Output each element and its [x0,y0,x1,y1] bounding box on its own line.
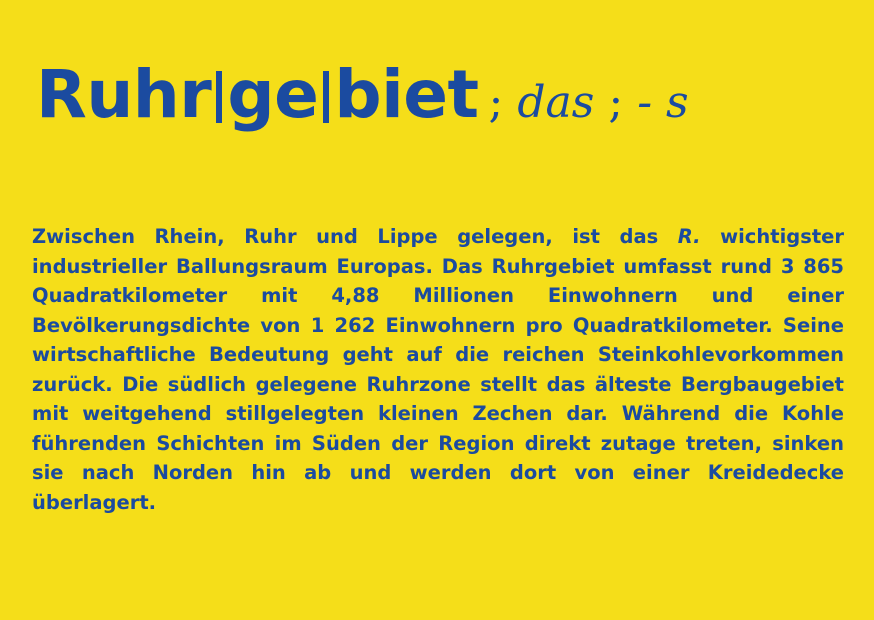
grammar-semicolon-2: ; [608,77,624,128]
grammar-semicolon-1: ; [488,77,504,128]
grammar-info [489,77,689,128]
grammar-gender: das [517,77,595,128]
headword-line [36,56,846,133]
headword-part-3: biet [334,56,479,133]
definition-abbreviation: R. [677,225,701,248]
grammar-genitive: - s [637,77,689,128]
syllable-separator-2 [323,71,329,123]
syllable-separator-1 [216,71,222,123]
definition-text [32,222,844,517]
definition-part-1: Zwischen Rhein, Ruhr und Lippe gelegen, ist das [32,225,678,248]
definition-part-2: wichtigster industrieller Ballungsraum Europas. Das Ruhrgebiet umfasst rund 3 865 Quadratkilometer mit 4,88 Millionen Einwohnern und einer Bevölkerungsdichte von 1 262 Einwohnern pro Quadratkilometer. Seine wirtschaftliche Bedeutung geht auf die reichen Steinkohlevorkommen zurück. Die südlich gelegene Ruhrzone stellt das älteste Bergbaugebiet mit weitgehend stillgelegten kleinen Zechen dar. Während die Kohle führenden Schichten im Süden der Region direkt zutage treten, sinken sie nach Norden hin ab und werden dort von einer Kreidedecke überlagert. [32,225,844,514]
headword-part-2: ge [227,56,319,133]
headword-part-1: Ruhr [36,56,212,133]
